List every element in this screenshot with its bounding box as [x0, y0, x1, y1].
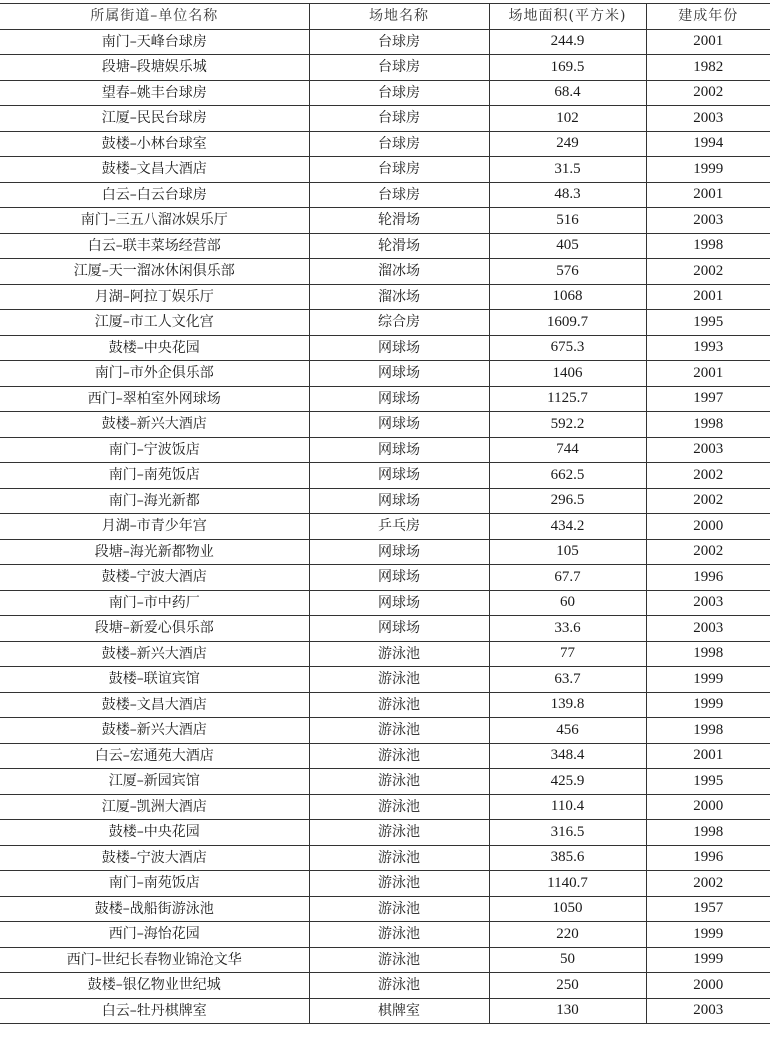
cell-venue-type: 轮滑场 — [309, 208, 489, 234]
cell-venue-type: 台球房 — [309, 182, 489, 208]
header-venue-type: 场地名称 — [309, 4, 489, 30]
cell-venue-type: 游泳池 — [309, 641, 489, 667]
cell-venue-type: 游泳池 — [309, 947, 489, 973]
cell-area: 105 — [489, 539, 646, 565]
table-row — [0, 29, 770, 55]
cell-year: 2000 — [646, 514, 770, 540]
header-row — [0, 4, 770, 30]
table-row — [0, 692, 770, 718]
cell-unit-name: 南门–宁波饭店 — [0, 437, 309, 463]
cell-venue-type: 棋牌室 — [309, 998, 489, 1024]
cell-venue-type: 网球场 — [309, 539, 489, 565]
cell-year: 2003 — [646, 106, 770, 132]
cell-year: 2003 — [646, 998, 770, 1024]
cell-venue-type: 台球房 — [309, 106, 489, 132]
cell-area: 60 — [489, 590, 646, 616]
header-year: 建成年份 — [646, 4, 770, 30]
cell-year: 2001 — [646, 284, 770, 310]
cell-unit-name: 南门–海光新都 — [0, 488, 309, 514]
table-row — [0, 157, 770, 183]
cell-year: 2002 — [646, 259, 770, 285]
cell-area: 68.4 — [489, 80, 646, 106]
cell-unit-name: 鼓楼–文昌大酒店 — [0, 157, 309, 183]
cell-year: 2002 — [646, 539, 770, 565]
cell-unit-name: 鼓楼–新兴大酒店 — [0, 718, 309, 744]
cell-venue-type: 网球场 — [309, 463, 489, 489]
table-row — [0, 55, 770, 81]
cell-year: 1998 — [646, 641, 770, 667]
table-row — [0, 361, 770, 387]
cell-year: 1999 — [646, 667, 770, 693]
cell-year: 2003 — [646, 590, 770, 616]
cell-area: 67.7 — [489, 565, 646, 591]
cell-year: 1998 — [646, 820, 770, 846]
cell-area: 405 — [489, 233, 646, 259]
cell-venue-type: 网球场 — [309, 361, 489, 387]
cell-venue-type: 网球场 — [309, 335, 489, 361]
table-row — [0, 590, 770, 616]
cell-year: 2001 — [646, 361, 770, 387]
cell-area: 1068 — [489, 284, 646, 310]
cell-unit-name: 南门–南苑饭店 — [0, 871, 309, 897]
table-row — [0, 845, 770, 871]
cell-area: 31.5 — [489, 157, 646, 183]
cell-venue-type: 台球房 — [309, 29, 489, 55]
cell-unit-name: 鼓楼–联谊宾馆 — [0, 667, 309, 693]
cell-unit-name: 江厦–凯洲大酒店 — [0, 794, 309, 820]
cell-area: 1406 — [489, 361, 646, 387]
table-row — [0, 437, 770, 463]
cell-year: 1999 — [646, 947, 770, 973]
cell-unit-name: 江厦–天一溜冰休闲俱乐部 — [0, 259, 309, 285]
cell-venue-type: 乒乓房 — [309, 514, 489, 540]
cell-venue-type: 游泳池 — [309, 743, 489, 769]
header-area: 场地面积(平方米) — [489, 4, 646, 30]
cell-unit-name: 南门–南苑饭店 — [0, 463, 309, 489]
cell-unit-name: 西门–翠柏室外网球场 — [0, 386, 309, 412]
cell-year: 1957 — [646, 896, 770, 922]
cell-unit-name: 南门–市中药厂 — [0, 590, 309, 616]
cell-area: 130 — [489, 998, 646, 1024]
cell-venue-type: 轮滑场 — [309, 233, 489, 259]
cell-unit-name: 鼓楼–银亿物业世纪城 — [0, 973, 309, 999]
cell-year: 1995 — [646, 310, 770, 336]
cell-unit-name: 白云–牡丹棋牌室 — [0, 998, 309, 1024]
cell-year: 2001 — [646, 182, 770, 208]
cell-year: 2003 — [646, 616, 770, 642]
table-row — [0, 182, 770, 208]
table-row — [0, 488, 770, 514]
cell-year: 2000 — [646, 973, 770, 999]
cell-unit-name: 段塘–段塘娱乐城 — [0, 55, 309, 81]
table-row — [0, 743, 770, 769]
cell-area: 244.9 — [489, 29, 646, 55]
cell-area: 169.5 — [489, 55, 646, 81]
cell-unit-name: 月湖–阿拉丁娱乐厅 — [0, 284, 309, 310]
cell-unit-name: 白云–联丰菜场经营部 — [0, 233, 309, 259]
cell-year: 2002 — [646, 488, 770, 514]
table-row — [0, 667, 770, 693]
cell-year: 2001 — [646, 743, 770, 769]
cell-venue-type: 网球场 — [309, 565, 489, 591]
cell-venue-type: 溜冰场 — [309, 284, 489, 310]
cell-venue-type: 游泳池 — [309, 667, 489, 693]
table-row — [0, 922, 770, 948]
cell-area: 296.5 — [489, 488, 646, 514]
cell-unit-name: 鼓楼–宁波大酒店 — [0, 845, 309, 871]
table-row — [0, 794, 770, 820]
cell-year: 1999 — [646, 157, 770, 183]
cell-unit-name: 江厦–新园宾馆 — [0, 769, 309, 795]
cell-area: 385.6 — [489, 845, 646, 871]
cell-year: 2001 — [646, 29, 770, 55]
cell-year: 2002 — [646, 463, 770, 489]
table-row — [0, 514, 770, 540]
cell-venue-type: 游泳池 — [309, 845, 489, 871]
cell-area: 1609.7 — [489, 310, 646, 336]
cell-year: 2002 — [646, 871, 770, 897]
cell-area: 675.3 — [489, 335, 646, 361]
cell-unit-name: 南门–三五八溜冰娱乐厅 — [0, 208, 309, 234]
cell-year: 2000 — [646, 794, 770, 820]
cell-venue-type: 网球场 — [309, 437, 489, 463]
cell-area: 1050 — [489, 896, 646, 922]
cell-venue-type: 游泳池 — [309, 692, 489, 718]
cell-area: 425.9 — [489, 769, 646, 795]
cell-area: 33.6 — [489, 616, 646, 642]
cell-year: 1994 — [646, 131, 770, 157]
cell-area: 102 — [489, 106, 646, 132]
cell-venue-type: 网球场 — [309, 616, 489, 642]
cell-year: 2002 — [646, 80, 770, 106]
cell-unit-name: 鼓楼–战船街游泳池 — [0, 896, 309, 922]
cell-unit-name: 鼓楼–新兴大酒店 — [0, 641, 309, 667]
cell-unit-name: 望春–姚丰台球房 — [0, 80, 309, 106]
table-row — [0, 718, 770, 744]
cell-unit-name: 西门–海怡花园 — [0, 922, 309, 948]
cell-unit-name: 段塘–新爱心俱乐部 — [0, 616, 309, 642]
cell-venue-type: 游泳池 — [309, 871, 489, 897]
cell-venue-type: 网球场 — [309, 386, 489, 412]
cell-unit-name: 鼓楼–文昌大酒店 — [0, 692, 309, 718]
cell-unit-name: 江厦–民民台球房 — [0, 106, 309, 132]
cell-unit-name: 白云–宏通苑大酒店 — [0, 743, 309, 769]
table-row — [0, 539, 770, 565]
table-row — [0, 284, 770, 310]
cell-unit-name: 鼓楼–中央花园 — [0, 820, 309, 846]
table-row — [0, 259, 770, 285]
cell-unit-name: 鼓楼–新兴大酒店 — [0, 412, 309, 438]
cell-area: 139.8 — [489, 692, 646, 718]
cell-venue-type: 溜冰场 — [309, 259, 489, 285]
cell-year: 1996 — [646, 565, 770, 591]
cell-venue-type: 网球场 — [309, 590, 489, 616]
cell-year: 1997 — [646, 386, 770, 412]
cell-venue-type: 游泳池 — [309, 718, 489, 744]
table-row — [0, 80, 770, 106]
cell-area: 1125.7 — [489, 386, 646, 412]
cell-venue-type: 台球房 — [309, 157, 489, 183]
cell-unit-name: 江厦–市工人文化宫 — [0, 310, 309, 336]
cell-area: 63.7 — [489, 667, 646, 693]
table-row — [0, 947, 770, 973]
cell-unit-name: 段塘–海光新都物业 — [0, 539, 309, 565]
cell-venue-type: 台球房 — [309, 80, 489, 106]
table-row — [0, 871, 770, 897]
cell-unit-name: 月湖–市青少年宫 — [0, 514, 309, 540]
cell-venue-type: 台球房 — [309, 55, 489, 81]
cell-area: 50 — [489, 947, 646, 973]
cell-unit-name: 鼓楼–宁波大酒店 — [0, 565, 309, 591]
cell-area: 48.3 — [489, 182, 646, 208]
table-row — [0, 208, 770, 234]
cell-venue-type: 游泳池 — [309, 794, 489, 820]
table-row — [0, 820, 770, 846]
table-header — [0, 4, 770, 30]
cell-unit-name: 南门–天峰台球房 — [0, 29, 309, 55]
cell-unit-name: 鼓楼–小林台球室 — [0, 131, 309, 157]
table-row — [0, 233, 770, 259]
cell-venue-type: 游泳池 — [309, 922, 489, 948]
cell-area: 348.4 — [489, 743, 646, 769]
cell-year: 1982 — [646, 55, 770, 81]
cell-unit-name: 鼓楼–中央花园 — [0, 335, 309, 361]
cell-area: 434.2 — [489, 514, 646, 540]
cell-venue-type: 综合房 — [309, 310, 489, 336]
cell-area: 456 — [489, 718, 646, 744]
table-row — [0, 386, 770, 412]
cell-year: 1999 — [646, 922, 770, 948]
cell-year: 1998 — [646, 412, 770, 438]
table-row — [0, 896, 770, 922]
cell-year: 1995 — [646, 769, 770, 795]
table-body — [0, 29, 770, 1024]
table-row — [0, 616, 770, 642]
cell-venue-type: 游泳池 — [309, 820, 489, 846]
cell-venue-type: 游泳池 — [309, 973, 489, 999]
venues-table — [0, 3, 770, 1024]
cell-venue-type: 游泳池 — [309, 896, 489, 922]
cell-venue-type: 网球场 — [309, 488, 489, 514]
table-row — [0, 973, 770, 999]
table-row — [0, 335, 770, 361]
cell-area: 249 — [489, 131, 646, 157]
table-row — [0, 412, 770, 438]
table-row — [0, 769, 770, 795]
cell-area: 220 — [489, 922, 646, 948]
cell-venue-type: 游泳池 — [309, 769, 489, 795]
header-unit-name: 所属街道–单位名称 — [0, 4, 309, 30]
cell-venue-type: 台球房 — [309, 131, 489, 157]
cell-area: 744 — [489, 437, 646, 463]
cell-year: 2003 — [646, 208, 770, 234]
table-row — [0, 310, 770, 336]
cell-area: 516 — [489, 208, 646, 234]
cell-year: 1998 — [646, 233, 770, 259]
cell-year: 1999 — [646, 692, 770, 718]
table-row — [0, 998, 770, 1024]
cell-unit-name: 白云–白云台球房 — [0, 182, 309, 208]
cell-area: 1140.7 — [489, 871, 646, 897]
cell-unit-name: 西门–世纪长春物业锦沧文华 — [0, 947, 309, 973]
table-row — [0, 106, 770, 132]
table-row — [0, 565, 770, 591]
table-row — [0, 463, 770, 489]
cell-area: 110.4 — [489, 794, 646, 820]
cell-area: 316.5 — [489, 820, 646, 846]
table-row — [0, 641, 770, 667]
cell-area: 592.2 — [489, 412, 646, 438]
cell-area: 576 — [489, 259, 646, 285]
cell-area: 250 — [489, 973, 646, 999]
cell-unit-name: 南门–市外企俱乐部 — [0, 361, 309, 387]
cell-area: 662.5 — [489, 463, 646, 489]
cell-year: 2003 — [646, 437, 770, 463]
table-row — [0, 131, 770, 157]
cell-area: 77 — [489, 641, 646, 667]
cell-year: 1993 — [646, 335, 770, 361]
cell-year: 1998 — [646, 718, 770, 744]
cell-year: 1996 — [646, 845, 770, 871]
cell-venue-type: 网球场 — [309, 412, 489, 438]
